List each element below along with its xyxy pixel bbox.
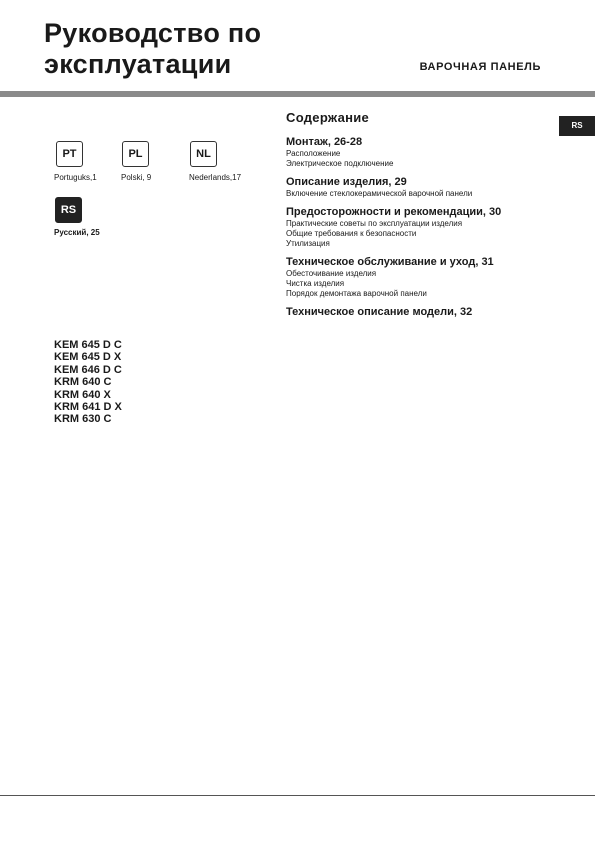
language-box-rs[interactable]: RS bbox=[55, 197, 82, 223]
model-item: KEM 645 D C bbox=[54, 339, 122, 351]
language-box-pl[interactable]: PL bbox=[122, 141, 149, 167]
language-caption-pt: Portuguks,1 bbox=[54, 173, 97, 182]
document-title bbox=[44, 18, 261, 80]
language-caption-rs: Русский, 25 bbox=[54, 228, 100, 237]
language-box-nl[interactable]: NL bbox=[190, 141, 217, 167]
toc-heading[interactable]: Техническое описание модели, 32 bbox=[286, 306, 473, 318]
toc-section-description bbox=[286, 176, 546, 199]
toc-section-precautions bbox=[286, 206, 546, 249]
toc-title: Содержание bbox=[286, 110, 370, 125]
toc-item[interactable]: Порядок демонтажа варочной панели bbox=[286, 289, 427, 298]
toc-item[interactable]: Расположение bbox=[286, 149, 341, 158]
language-box-pt[interactable]: PT bbox=[56, 141, 83, 167]
toc-item[interactable]: Обесточивание изделия bbox=[286, 269, 377, 278]
model-list bbox=[54, 339, 122, 426]
toc-heading[interactable]: Техническое обслуживание и уход, 31 bbox=[286, 256, 494, 268]
toc-item[interactable]: Электрическое подключение bbox=[286, 159, 394, 168]
header-divider bbox=[0, 91, 595, 97]
toc-section-specs bbox=[286, 306, 546, 319]
language-caption-nl: Nederlands,17 bbox=[189, 173, 242, 182]
title-line-2: эксплуатации bbox=[44, 49, 232, 79]
toc-section-installation bbox=[286, 136, 546, 169]
toc-heading[interactable]: Предосторожности и рекомендации, 30 bbox=[286, 206, 502, 218]
toc-item[interactable]: Чистка изделия bbox=[286, 279, 345, 288]
model-item: KEM 646 D C bbox=[54, 363, 122, 376]
language-side-tab: RS bbox=[559, 116, 595, 136]
toc-item[interactable]: Практические советы по эксплуатации изделия bbox=[286, 219, 463, 228]
title-line-1: Руководство по bbox=[44, 18, 262, 48]
toc-item[interactable]: Включение стеклокерамической варочной панели bbox=[286, 189, 473, 198]
model-item: KRM 640 C bbox=[54, 376, 112, 389]
toc-item[interactable]: Утилизация bbox=[286, 239, 330, 248]
toc-section-maintenance bbox=[286, 256, 546, 299]
language-caption-pl: Polski, 9 bbox=[121, 173, 152, 182]
footer-divider bbox=[0, 795, 595, 796]
model-item: KEM 645 D X bbox=[54, 351, 122, 364]
toc-heading[interactable]: Монтаж, 26-28 bbox=[286, 136, 363, 148]
model-item: KRM 641 D X bbox=[54, 401, 122, 414]
product-label: ВАРОЧНАЯ ПАНЕЛЬ bbox=[419, 61, 541, 73]
toc-item[interactable]: Общие требования к безопасности bbox=[286, 229, 417, 238]
toc-heading[interactable]: Описание изделия, 29 bbox=[286, 176, 407, 188]
model-item: KRM 640 X bbox=[54, 388, 111, 401]
table-of-contents bbox=[286, 136, 546, 326]
model-item: KRM 630 C bbox=[54, 413, 112, 426]
